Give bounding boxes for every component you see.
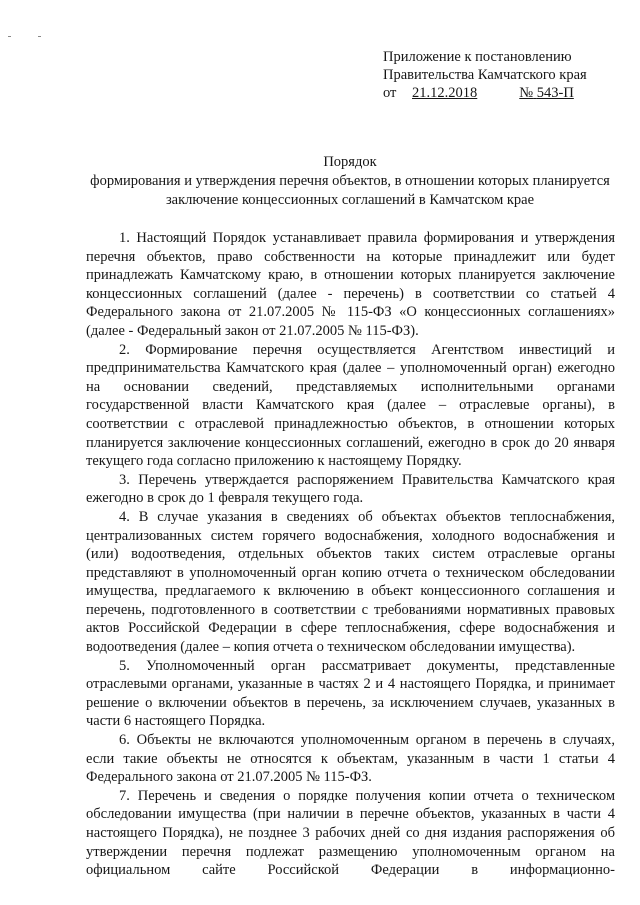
title-heading: Порядок xyxy=(323,154,377,170)
title-subtitle: формирования и утверждения перечня объектов, в отношении которых планируется заключение концессионных соглашений в Камчатском крае xyxy=(90,173,610,208)
scan-speck xyxy=(38,36,41,37)
paragraph-4: 4. В случае указания в сведениях об объектах объектов теплоснабжения, централизованных систем горячего водоснабжения, холодного водоснабжения и (или) водоотведения, отдельных объектов таких систем отраслевые органы представляют в уполномоченный орган копию отчета о техническом обследовании имущества, предлагаемого к включению в объект концессионного соглашения и перечень, подготовленного в соответствии с требованиями нормативных правовых актов Российской Федерации в сфере теплоснабжения, сфере водоснабжения и водоотведения (далее – копия отчета о техническом обследовании имущества). xyxy=(86,508,615,656)
paragraph-1: 1. Настоящий Порядок устанавливает правила формирования и утверждения перечня объектов, право собственности на которые принадлежит или будет принадлежать Камчатскому краю, в отношении которых планируется заключение концессионных соглашений (далее - перечень) в соответствии со статьей 4 Федерального закона от 21.07.2005 № 115-ФЗ «О концессионных соглашениях» (далее - Федеральный закон от 21.07.2005 № 115-ФЗ). xyxy=(86,230,615,339)
paragraph-3: 3. Перечень утверждается распоряжением Правительства Камчатского края ежегодно в срок до 1 февраля текущего года. xyxy=(86,471,615,507)
scan-speck xyxy=(8,36,11,37)
number-value: 543-П xyxy=(536,85,574,101)
paragraph-2: 2. Формирование перечня осуществляется Агентством инвестиций и предпринимательства Камчатского края (далее – уполномоченный орган) ежегодно на основании сведений, представляемых исполнительными органами государственной власти Камчатского края (далее – отраслевые органы), в соответствии с отраслевой принадлежностью объектов, в отношении которых планируется заключение концессионных соглашений, ежегодно в срок до 20 января текущего года согласно приложению к настоящему Порядку. xyxy=(86,341,615,470)
number-prefix: № xyxy=(519,85,534,101)
number-field xyxy=(519,85,574,101)
appendix-header xyxy=(383,48,587,102)
document-body xyxy=(86,229,615,880)
date-field xyxy=(400,85,519,101)
header-line-2: Правительства Камчатского края xyxy=(383,67,587,83)
header-line-1: Приложение к постановлению xyxy=(383,49,572,65)
document-title xyxy=(86,153,614,210)
date-value: 21.12.2018 xyxy=(412,85,478,101)
header-date-line xyxy=(383,84,587,102)
date-prefix: от xyxy=(383,85,397,101)
paragraph-6: 6. Объекты не включаются уполномоченным органом в перечень в случаях, если такие объекты не относятся к объектам, указанным в части 1 статьи 4 Федерального закона от 21.07.2005 № 115-ФЗ. xyxy=(86,732,615,786)
paragraph-5: 5. Уполномоченный орган рассматривает документы, представленные отраслевыми органами, указанные в частях 2 и 4 настоящего Порядка, и принимает решение о включении объектов в перечень, за исключением случаев, указанных в части 6 настоящего Порядка. xyxy=(86,657,615,730)
paragraph-7: 7. Перечень и сведения о порядке получения копии отчета о техническом обследовании имущества (при наличии в перечне объектов, указанных в части 4 настоящего Порядка), не позднее 3 рабочих дней со дня издания распоряжения об утверждении перечня подлежат размещению уполномоченным органом на официальном сайте Российской Федерации в информационно- xyxy=(86,787,615,879)
